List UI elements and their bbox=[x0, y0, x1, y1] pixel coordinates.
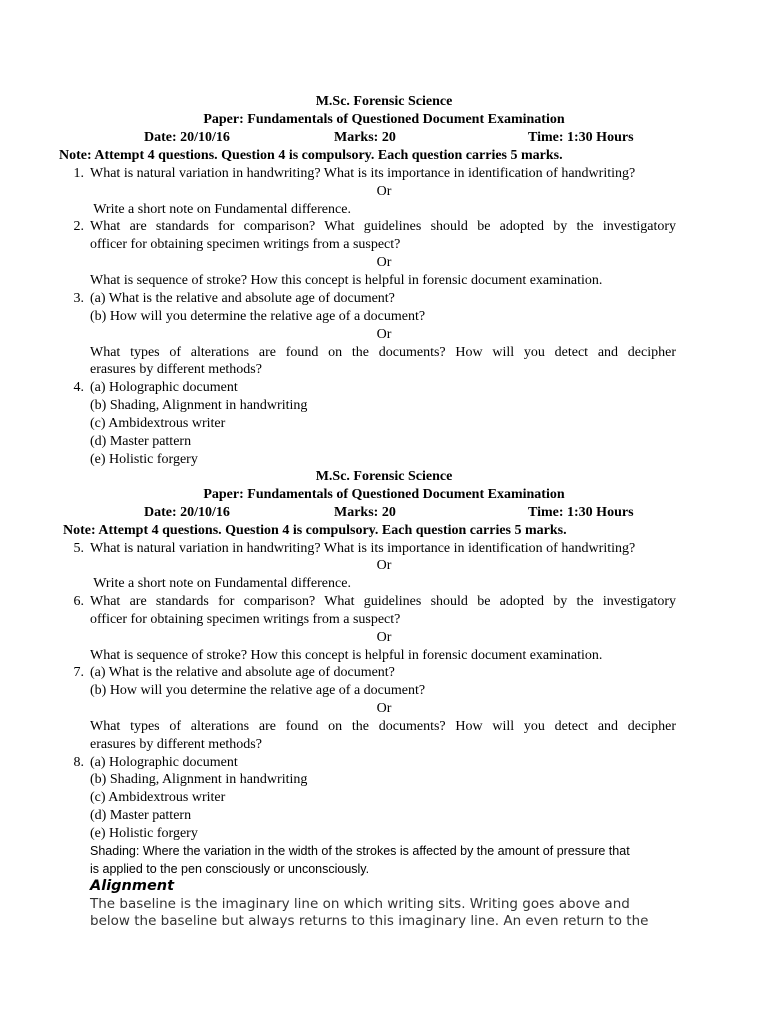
question-text: (b) How will you determine the relative age of a document? bbox=[90, 683, 426, 698]
alignment-heading: Alignment bbox=[90, 878, 175, 894]
exam-note: Note: Attempt 4 questions. Question 4 is compulsory. Each question carries 5 marks. bbox=[59, 148, 563, 163]
question-subitem: (a) Holographic document bbox=[90, 380, 238, 395]
exam-date: Date: 20/10/16 bbox=[144, 505, 230, 520]
exam-time: Time: 1:30 Hours bbox=[528, 505, 634, 520]
exam-marks: Marks: 20 bbox=[334, 505, 396, 520]
question-text: officer for obtaining specimen writings from a suspect? bbox=[90, 612, 401, 627]
course-title: M.Sc. Forensic Science bbox=[315, 469, 453, 484]
question-alt-text: erasures by different methods? bbox=[90, 362, 262, 377]
or-separator: Or bbox=[376, 327, 392, 342]
or-separator: Or bbox=[376, 184, 392, 199]
question-subitem: (c) Ambidextrous writer bbox=[90, 790, 226, 805]
question-alt-text: What types of alterations are found on the documents? How will you detect and decipher bbox=[90, 719, 676, 734]
question-alt-text: What types of alterations are found on the documents? How will you detect and decipher bbox=[90, 345, 676, 360]
alignment-text: The baseline is the imaginary line on which writing sits. Writing goes above and bbox=[90, 896, 630, 912]
or-separator: Or bbox=[376, 701, 392, 716]
question-text: officer for obtaining specimen writings from a suspect? bbox=[90, 237, 401, 252]
question-subitem: (e) Holistic forgery bbox=[90, 826, 198, 841]
or-separator: Or bbox=[376, 630, 392, 645]
exam-note: Note: Attempt 4 questions. Question 4 is compulsory. Each question carries 5 marks. bbox=[63, 523, 567, 538]
question-number: 1. bbox=[73, 166, 84, 181]
question-alt-text: erasures by different methods? bbox=[90, 737, 262, 752]
question-number: 7. bbox=[73, 665, 84, 680]
shading-definition: is applied to the pen consciously or unconsciously. bbox=[90, 862, 370, 876]
question-alt-text: Write a short note on Fundamental difference. bbox=[90, 576, 351, 591]
question-text: What is natural variation in handwriting? What is its importance in identification of handwriting? bbox=[90, 166, 636, 181]
question-alt-text: What is sequence of stroke? How this concept is helpful in forensic document examination. bbox=[90, 648, 603, 663]
question-alt-text: Write a short note on Fundamental difference. bbox=[90, 202, 351, 217]
question-text: (a) What is the relative and absolute age of document? bbox=[90, 291, 395, 306]
shading-definition: Shading: Where the variation in the width of the strokes is affected by the amount of pressure that bbox=[90, 844, 630, 858]
question-number: 8. bbox=[73, 755, 84, 770]
question-subitem: (c) Ambidextrous writer bbox=[90, 416, 226, 431]
question-text: (b) How will you determine the relative age of a document? bbox=[90, 309, 426, 324]
question-number: 4. bbox=[73, 380, 84, 395]
question-text: What are standards for comparison? What guidelines should be adopted by the investigatory bbox=[90, 219, 676, 234]
paper-title: Paper: Fundamentals of Questioned Document Examination bbox=[203, 112, 565, 127]
question-subitem: (b) Shading, Alignment in handwriting bbox=[90, 772, 308, 787]
exam-marks: Marks: 20 bbox=[334, 130, 396, 145]
or-separator: Or bbox=[376, 255, 392, 270]
question-text: What is natural variation in handwriting? What is its importance in identification of handwriting? bbox=[90, 541, 636, 556]
question-number: 3. bbox=[73, 291, 84, 306]
question-subitem: (d) Master pattern bbox=[90, 434, 192, 449]
question-number: 5. bbox=[73, 541, 84, 556]
question-subitem: (e) Holistic forgery bbox=[90, 452, 198, 467]
or-separator: Or bbox=[376, 558, 392, 573]
course-title: M.Sc. Forensic Science bbox=[315, 94, 453, 109]
alignment-text: below the baseline but always returns to this imaginary line. An even return to the bbox=[90, 913, 649, 929]
question-subitem: (d) Master pattern bbox=[90, 808, 192, 823]
exam-date: Date: 20/10/16 bbox=[144, 130, 230, 145]
question-number: 6. bbox=[73, 594, 84, 609]
exam-time: Time: 1:30 Hours bbox=[528, 130, 634, 145]
question-text: (a) What is the relative and absolute age of document? bbox=[90, 665, 395, 680]
question-subitem: (a) Holographic document bbox=[90, 755, 238, 770]
question-alt-text: What is sequence of stroke? How this concept is helpful in forensic document examination. bbox=[90, 273, 603, 288]
question-subitem: (b) Shading, Alignment in handwriting bbox=[90, 398, 308, 413]
question-number: 2. bbox=[73, 219, 84, 234]
question-text: What are standards for comparison? What guidelines should be adopted by the investigatory bbox=[90, 594, 676, 609]
paper-title: Paper: Fundamentals of Questioned Document Examination bbox=[203, 487, 565, 502]
